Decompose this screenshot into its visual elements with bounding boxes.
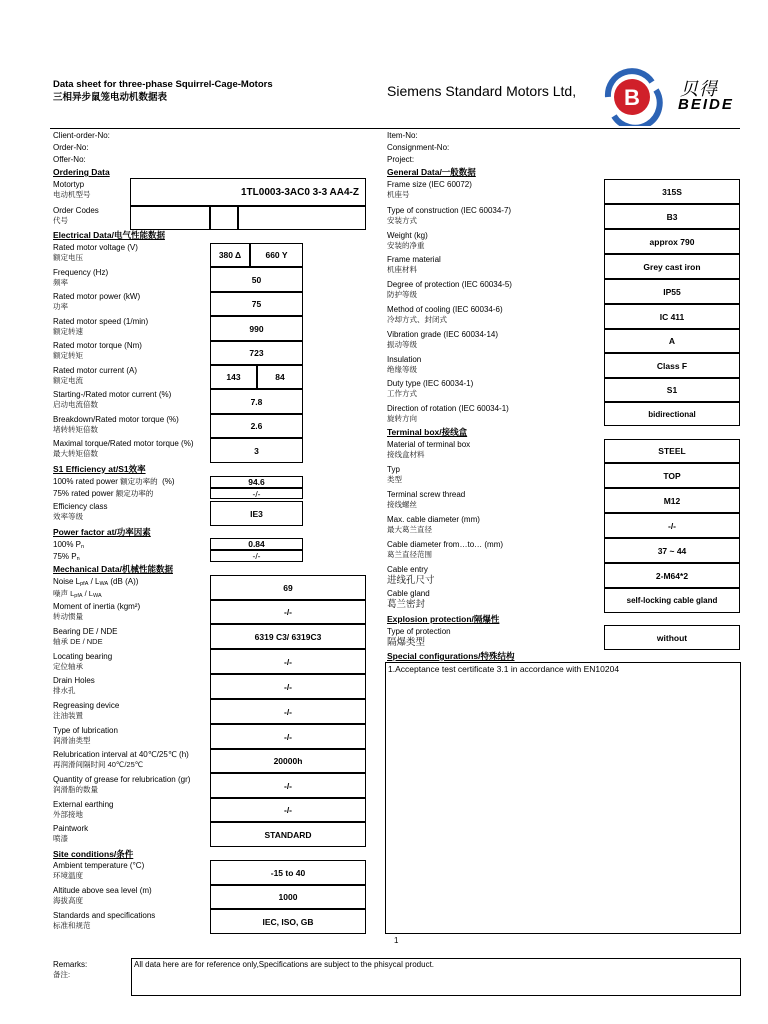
vibration-label: Vibration grade (IEC 60034-14) 振动等级 [387,330,499,349]
bearing-value: 6319 C3/ 6319C3 [210,624,366,649]
title-en: Data sheet for three-phase Squirrel-Cage-Motors [53,79,273,90]
terminal-material-value: STEEL [604,439,740,463]
construction-label: Type of construction (IEC 60034-7) 安装方式 [387,206,512,225]
paint-label: Paintwork 喷漆 [53,824,89,843]
item-no-label: Item-No: [387,131,418,140]
breakdown-label: Breakdown/Rated motor torque (%) 堵转转矩倍数 [53,415,179,434]
terminal-typ-label: Typ 类型 [387,465,402,484]
noise-value: 69 [210,575,366,600]
lubrication-value: -/- [210,724,366,749]
svg-text:B: B [624,85,640,110]
pf-full-value: 0.84 [210,538,303,550]
grease-label: Quantity of grease for relubrication (gr) 润滑脂的数量 [53,775,191,794]
noise-label: Noise $L_{pfA} / L_{WA}$ (dB (A)) 噪声 $L_{pfA} / L_{WA}$ [53,577,139,599]
diafrom-value: 37 ~ 44 [604,538,740,563]
remarks-box [131,958,741,996]
eff-class-label: Efficiency class 效率等级 [53,502,108,521]
terminal-typ-value: TOP [604,463,740,488]
bearing-label: Bearing DE / NDE 轴承 DE / NDE [53,627,118,646]
earthing-label: External earthing 外部接地 [53,800,114,819]
vibration-value: A [604,329,740,353]
frame-size-label: Frame size (IEC 60072) 机座号 [387,180,472,199]
order-codes-label: Order Codes 代号 [53,206,99,225]
offer-no-label: Offer-No: [53,155,86,164]
terminal-section: Terminal box/接线盒 [387,427,468,437]
lubrication-label: Type of lubrication 润滑油类型 [53,726,118,745]
logo-text-en: BEIDE [678,96,734,113]
pf-full-label: 100% $P_n$ [53,540,85,550]
protection-value: IP55 [604,279,740,304]
order-code-box-2 [210,206,238,230]
torque-label: Rated motor torque (Nm) 额定转矩 [53,341,142,360]
rotation-value: bidirectional [604,402,740,426]
frequency-label: Frequency (Hz) 频率 [53,268,109,287]
efficiency-section: S1 Efficiency at/S1效率 [53,464,146,474]
power-factor-section: Power factor at/功率因素 [53,527,151,537]
consignment-no-label: Consignment-No: [387,143,450,152]
eff-class-value: IE3 [210,501,303,526]
power-value: 75 [210,292,303,316]
paint-value: STANDARD [210,822,366,847]
electrical-section: Electrical Data/电气性能数据 [53,230,165,240]
ordering-section: Ordering Data [53,167,110,177]
motortyp-value: 1TL0003-3AC0 3-3 AA4-Z [130,178,366,206]
client-order-label: Client-order-No: [53,131,110,140]
entry-value: 2-M64*2 [604,563,740,588]
eff-full-value: 94.6 [210,476,303,488]
insulation-value: Class F [604,353,740,378]
terminal-material-label: Material of terminal box 接线盒材料 [387,440,471,459]
diafrom-label: Cable diameter from…to… (mm) 葛兰直径范围 [387,540,504,559]
cooling-label: Method of cooling (IEC 60034-6) 冷却方式、封闭式 [387,305,503,324]
start-current-value: 7.8 [210,389,303,414]
breakdown-value: 2.6 [210,414,303,438]
standards-value: IEC, ISO, GB [210,909,366,934]
voltage-label: Rated motor voltage (V) 额定电压 [53,243,138,262]
special-config-box [385,662,741,934]
remarks-label: Remarks: 备注: [53,960,88,979]
order-code-box-3 [238,206,366,230]
frequency-value: 50 [210,267,303,292]
duty-label: Duty type (IEC 60034-1) 工作方式 [387,379,474,398]
beide-logo-icon [600,68,670,126]
project-label: Project: [387,155,415,164]
mechanical-section: Mechanical Data/机械性能数据 [53,564,173,574]
special-config-text: 1.Acceptance test certificate 3.1 in accordance with EN10204 [388,664,620,674]
gland-label: Cable gland 葛兰密封 [387,589,430,610]
order-code-box-1 [130,206,210,230]
entry-label: Cable entry 进线孔尺寸 [387,565,435,586]
ambient-value: -15 to 40 [210,860,366,885]
maxdia-value: -/- [604,513,740,538]
frame-size-value: 315S [604,179,740,204]
order-no-label: Order-No: [53,143,89,152]
explosion-type-value: without [604,625,740,650]
company-name: Siemens Standard Motors Ltd, [387,83,577,99]
torque-value: 723 [210,341,303,365]
earthing-value: -/- [210,798,366,822]
inertia-value: -/- [210,600,366,624]
eff-part-label: 75% rated power 额定功率的 [53,489,154,498]
ambient-label: Ambient temperature (°C) 环境温度 [53,861,145,880]
maxtorque-value: 3 [210,438,303,463]
title-cn: 三相异步鼠笼电动机数据表 [53,92,168,103]
eff-full-label: 100% rated power 额定功率的 (%) [53,477,175,486]
speed-value: 990 [210,316,303,341]
header-divider [50,128,740,129]
current-delta-value: 143 [210,365,257,389]
inertia-label: Moment of inertia (kgm²) 转动惯量 [53,602,141,621]
regreasing-label: Regreasing device 注油装置 [53,701,120,720]
relub-value: 20000h [210,749,366,773]
protection-label: Degree of protection (IEC 60034-5) 防护等级 [387,280,512,299]
maxtorque-label: Maximal torque/Rated motor torque (%) 最大转矩倍数 [53,439,194,458]
current-label: Rated motor current (A) 额定电流 [53,366,138,385]
beide-logo [600,68,670,131]
logo-text-cn: 贝得 [680,79,718,100]
gland-value: self-locking cable gland [604,588,740,613]
current-y-value: 84 [257,365,303,389]
altitude-label: Altitude above sea level (m) 海拔高度 [53,886,152,905]
cooling-value: IC 411 [604,304,740,329]
screw-label: Terminal screw thread 接线螺丝 [387,490,466,509]
pf-part-value: -/- [210,550,303,562]
explosion-type-label: Type of protection 隔爆类型 [387,627,451,648]
special-section: Special configurations/特殊结构 [387,651,515,661]
page-number: 1 [394,936,399,945]
drain-label: Drain Holes 排水孔 [53,676,95,695]
eff-part-value: -/- [210,488,303,499]
explosion-section: Explosion protection/隔爆性 [387,614,500,624]
frame-material-label: Frame material 机座材料 [387,255,441,274]
site-section: Site conditions/条件 [53,849,134,859]
locating-value: -/- [210,649,366,674]
rotation-label: Direction of rotation (IEC 60034-1) 旋转方向 [387,404,509,423]
construction-value: B3 [604,204,740,229]
maxdia-label: Max. cable diameter (mm) 最大葛兰直径 [387,515,480,534]
general-section: General Data/一般数据 [387,167,476,177]
voltage-y-value: 660 Y [250,243,303,267]
weight-value: approx 790 [604,229,740,254]
pf-part-label: 75% $P_n$ [53,552,80,562]
voltage-delta-value: 380 Δ [210,243,250,267]
duty-value: S1 [604,378,740,402]
frame-material-value: Grey cast iron [604,254,740,279]
power-label: Rated motor power (kW) 功率 [53,292,141,311]
grease-value: -/- [210,773,366,798]
locating-label: Locating bearing 定位轴承 [53,652,113,671]
standards-label: Standards and specifications 标准和规范 [53,911,156,930]
start-current-label: Starting-/Rated motor current (%) 启动电流倍数 [53,390,172,409]
relub-label: Relubrication interval at 40℃/25℃ (h) 再润滑间隔时间 40℃/25℃ [53,750,189,769]
speed-label: Rated motor speed (1/min) 额定转速 [53,317,149,336]
screw-value: M12 [604,488,740,513]
remarks-text: All data here are for reference only,Specifications are subject to the phisycal product. [134,960,435,969]
motortyp-label: Motortyp 电动机型号 [53,180,91,199]
insulation-label: Insulation 绝缘等级 [387,355,422,374]
altitude-value: 1000 [210,885,366,909]
regreasing-value: -/- [210,699,366,724]
drain-value: -/- [210,674,366,699]
weight-label: Weight (kg) 安装的净重 [387,231,428,250]
